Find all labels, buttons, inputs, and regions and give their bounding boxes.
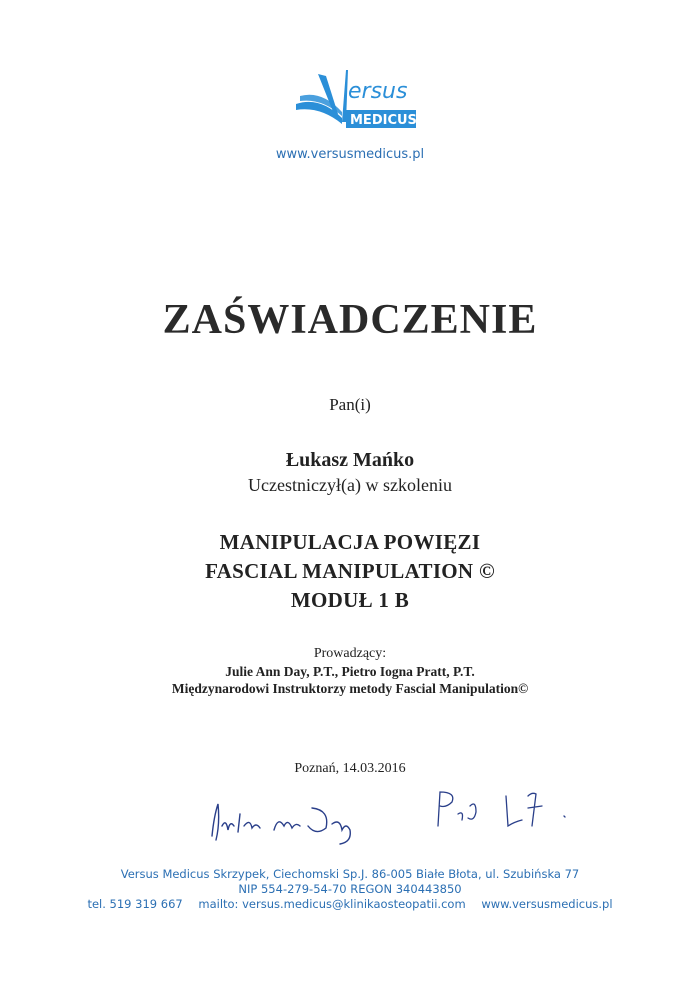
course-title-line-2: FASCIAL MANIPULATION © — [205, 559, 495, 583]
header-website[interactable]: www.versusmedicus.pl — [275, 147, 425, 162]
footer-email[interactable]: mailto: versus.medicus@klinikaosteopatii.com — [198, 897, 466, 911]
participation-statement: Uczestniczył(a) w szkoleniu — [248, 475, 452, 495]
footer-website[interactable]: www.versusmedicus.pl — [481, 897, 613, 911]
participant-name: Łukasz Mańko — [285, 449, 415, 471]
instructor-role: Międzynarodowi Instruktorzy metody Fascial Manipulation© — [171, 681, 529, 696]
footer-contact — [0, 897, 700, 911]
footer-company-address: Versus Medicus Skrzypek, Ciechomski Sp.J. 86-005 Białe Błota, ul. Szubińska 77 — [120, 867, 580, 881]
signature-pietro-iogna-pratt — [428, 786, 578, 834]
svg-text:MEDICUS: MEDICUS — [350, 113, 417, 128]
salutation: Pan(i) — [329, 395, 371, 414]
svg-text:ersus: ersus — [348, 79, 408, 104]
place-and-date: Poznań, 14.03.2016 — [294, 761, 406, 776]
certificate-title: ZAŚWIADCZENIE — [162, 297, 538, 343]
instructor-names: Julie Ann Day, P.T., Pietro Iogna Pratt, P.T. — [225, 664, 475, 679]
signature-julie-ann-day — [200, 796, 370, 846]
versus-medicus-logo — [290, 66, 420, 136]
course-title-line-3: MODUŁ 1 B — [290, 588, 410, 612]
course-title-line-1: MANIPULACJA POWIĘZI — [219, 530, 481, 554]
footer-tax-ids: NIP 554-279-54-70 REGON 340443850 — [238, 882, 462, 896]
footer-phone[interactable]: tel. 519 319 667 — [87, 897, 183, 911]
led-by-label: Prowadzący: — [313, 646, 387, 661]
